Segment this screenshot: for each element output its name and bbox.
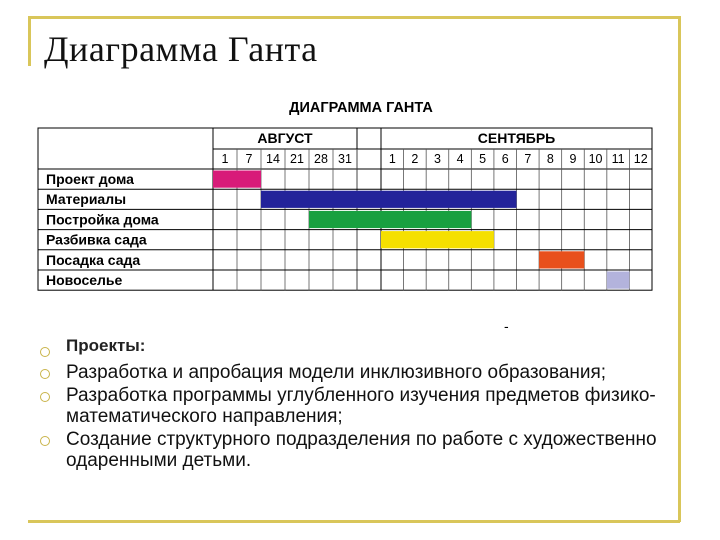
bullet-item-text: Разработка программы углубленного изучения предметов физико-математического направления;: [66, 385, 656, 427]
gantt-bar: [381, 231, 494, 248]
task-name-label: Посадка сада: [46, 251, 141, 268]
day-tick-label: 9: [569, 152, 577, 166]
gantt-title: ДИАГРАММА ГАНТА: [289, 100, 433, 116]
day-tick-label: 1: [221, 152, 229, 166]
task-name-label: Материалы: [46, 191, 127, 208]
task-name-label: Постройка дома: [46, 211, 159, 228]
gantt-bar: [539, 251, 584, 268]
day-tick-label: 14: [266, 152, 280, 166]
slide-frame-bottom: [28, 520, 680, 523]
bullet-item-text: Создание структурного подразделения по работе с художественно одаренными детьми.: [66, 429, 657, 471]
day-tick-label: 11: [611, 152, 625, 166]
task-name-label: Проект дома: [46, 171, 134, 187]
month-label-august: АВГУСТ: [257, 130, 313, 146]
day-tick-label: 28: [314, 152, 328, 166]
gantt-bar: [607, 272, 630, 289]
bullet-item: [40, 385, 670, 427]
bullet-list: [40, 330, 670, 473]
gantt-bar: [309, 211, 471, 228]
day-tick-label: 7: [524, 152, 532, 166]
day-tick-label: 7: [245, 152, 253, 166]
month-label-september: СЕНТЯБРЬ: [477, 130, 556, 146]
bullet-item-text: Разработка и апробация модели инклюзивного образования;: [66, 362, 607, 383]
day-tick-label: 5: [479, 152, 487, 166]
day-tick-label: 10: [588, 152, 603, 166]
bullet-icon: [40, 392, 50, 402]
day-tick-label: 21: [290, 152, 304, 166]
day-tick-label: 1: [388, 152, 396, 166]
bullet-item: [40, 362, 670, 383]
day-tick-label: 4: [456, 152, 464, 166]
gantt-bar: [213, 171, 261, 188]
day-tick-label: 31: [338, 152, 352, 166]
bullet-icon: [40, 369, 50, 379]
day-tick-label: 8: [546, 152, 554, 166]
day-tick-label: 12: [633, 152, 648, 166]
gantt-bar: [261, 191, 517, 208]
dash-mark: -: [504, 318, 509, 334]
bullet-projects: [40, 336, 670, 356]
task-name-label: Разбивка сада: [46, 231, 147, 248]
day-tick-label: 6: [501, 152, 509, 166]
day-tick-label: 3: [433, 152, 441, 166]
slide-title: Диаграмма Ганта: [44, 29, 318, 69]
bullet-item: [40, 429, 670, 471]
day-tick-label: 2: [411, 152, 419, 166]
bullet-icon: [40, 436, 50, 446]
bullet-icon: [40, 347, 50, 357]
task-name-label: Новоселье: [46, 272, 123, 288]
projects-label: Проекты:: [66, 336, 146, 355]
